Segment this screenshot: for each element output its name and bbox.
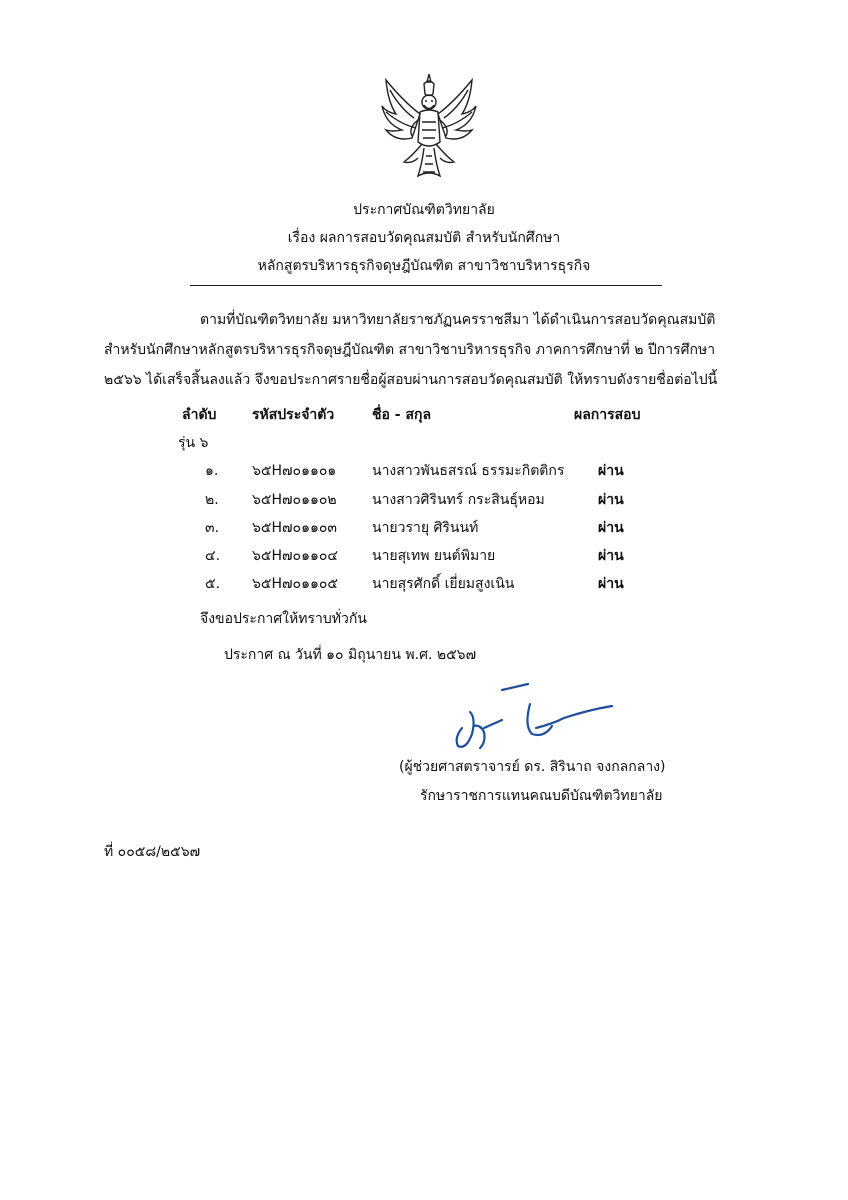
row-2-name: นางสาวศิรินทร์ กระสินธุ์หอม [372, 492, 545, 508]
announcement-title: ประกาศบัณฑิตวิทยาลัย [353, 202, 495, 218]
row-5-name: นายสุรศักดิ์ เยี่ยมสูงเนิน [372, 576, 515, 592]
row-5-id: ๖๕H๗๐๑๑๐๕ [252, 576, 338, 592]
row-4-name: นายสุเทพ ยนต์พิมาย [372, 548, 496, 564]
header-order: ลำดับ [182, 407, 217, 423]
row-3-order: ๓. [205, 520, 220, 536]
signer-position: รักษาราชการแทนคณบดีบัณฑิตวิทยาลัย [420, 788, 663, 804]
announcement-program: หลักสูตรบริหารธุรกิจดุษฎีบัณฑิต สาขาวิชาบริหารธุรกิจ [257, 258, 591, 274]
header-divider [190, 285, 662, 286]
row-2-order: ๒. [205, 492, 219, 508]
row-1-result: ผ่าน [598, 463, 624, 479]
handwritten-signature [440, 678, 620, 758]
row-3-id: ๖๕H๗๐๑๑๐๓ [252, 520, 337, 536]
announcement-subject: เรื่อง ผลการสอบวัดคุณสมบัติ สำหรับนักศึกษา [287, 230, 561, 246]
row-5-result: ผ่าน [598, 576, 624, 592]
header-student-id: รหัสประจำตัว [252, 407, 335, 423]
row-1-id: ๖๕H๗๐๑๑๐๑ [252, 463, 337, 479]
body-paragraph-line-2: สำหรับนักศึกษาหลักสูตรบริหารธุรกิจดุษฎีบัณฑิต สาขาวิชาบริหารธุรกิจ ภาคการศึกษาที่ ๒ ปีการศึกษา [104, 342, 716, 358]
row-1-order: ๑. [205, 463, 219, 479]
row-1-name: นางสาวพันธสรณ์ ธรรมะกิตติกร [372, 463, 565, 479]
row-3-result: ผ่าน [598, 520, 624, 536]
header-result: ผลการสอบ [574, 407, 641, 423]
body-paragraph-line-3: ๒๕๖๖ ได้เสร็จสิ้นลงแล้ว จึงขอประกาศรายชื่อผู้สอบผ่านการสอบวัดคุณสมบัติ ให้ทราบดังรายชื่อต่อไปนี้ [104, 372, 718, 388]
reference-number: ที่ ๐๐๕๘/๒๕๖๗ [104, 844, 201, 860]
row-2-id: ๖๕H๗๐๑๑๐๒ [252, 492, 337, 508]
header-name: ชื่อ - สกุล [372, 407, 432, 423]
row-3-name: นายวรายุ ศิรินนท์ [372, 520, 479, 536]
cohort-label: รุ่น ๖ [178, 435, 209, 451]
row-4-id: ๖๕H๗๐๑๑๐๔ [252, 548, 338, 564]
row-2-result: ผ่าน [598, 492, 624, 508]
body-paragraph-line-1: ตามที่บัณฑิตวิทยาลัย มหาวิทยาลัยราชภัฏนครราชสีมา ได้ดำเนินการสอบวัดคุณสมบัติ [200, 312, 716, 328]
garuda-emblem-icon [378, 72, 480, 184]
closing-statement: จึงขอประกาศให้ทราบทั่วกัน [200, 611, 367, 627]
announcement-date: ประกาศ ณ วันที่ ๑๐ มิถุนายน พ.ศ. ๒๕๖๗ [224, 647, 477, 663]
signer-name: (ผู้ช่วยศาสตราจารย์ ดร. สิรินาถ จงกลกลาง) [399, 759, 666, 775]
row-5-order: ๕. [205, 576, 221, 592]
row-4-order: ๔. [205, 548, 221, 564]
row-4-result: ผ่าน [598, 548, 624, 564]
